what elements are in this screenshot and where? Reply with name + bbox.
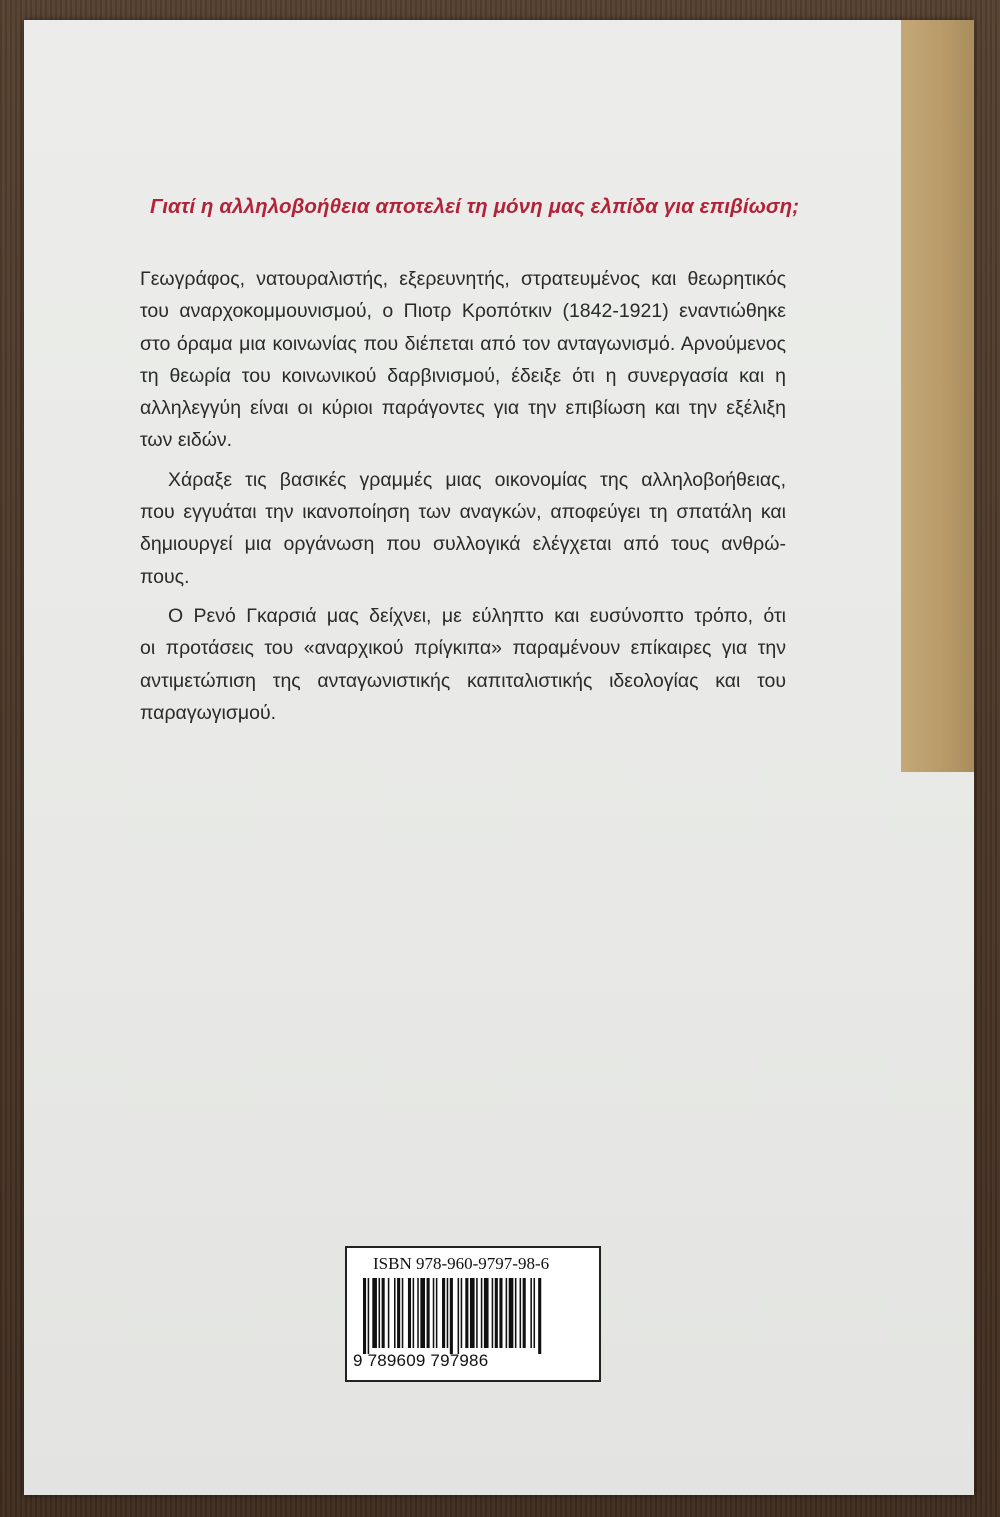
barcode-bar bbox=[447, 1278, 449, 1348]
barcode-bar bbox=[442, 1278, 445, 1348]
barcode-bar bbox=[523, 1278, 526, 1348]
barcode-bar bbox=[520, 1278, 522, 1348]
barcode-bar bbox=[458, 1278, 460, 1354]
text-line: που εγγυάται την ικανοποίηση των αναγκών, αποφεύγει τη σπατάλη και bbox=[140, 501, 786, 524]
barcode-bar bbox=[363, 1278, 366, 1354]
barcode-bar bbox=[417, 1278, 419, 1348]
isbn-label: ISBN 978-960-9797-98-6 bbox=[373, 1254, 550, 1273]
text-line: παραγωγισμού. bbox=[140, 701, 277, 724]
text-line: αντιμετώπιση της ανταγωνιστικής καπιταλιστικής ιδεολογίας και του bbox=[140, 669, 786, 692]
text-line: πους. bbox=[140, 565, 190, 588]
paragraph-gap bbox=[140, 593, 786, 600]
barcode-bar bbox=[420, 1278, 425, 1348]
spine-color-strip bbox=[901, 20, 974, 772]
barcode-bar bbox=[394, 1278, 396, 1348]
text-line: Γεωγράφος, νατουραλιστής, εξερευνητής, στρατευμένος και θεωρητικός bbox=[140, 268, 786, 290]
barcode-bar bbox=[506, 1278, 508, 1348]
barcode-bar bbox=[436, 1278, 438, 1348]
barcode-digits: 9 789609 797986 bbox=[353, 1351, 489, 1370]
paragraph-1 bbox=[140, 263, 786, 457]
barcode-bar bbox=[465, 1278, 468, 1348]
barcode-bar bbox=[461, 1278, 463, 1348]
barcode-bar bbox=[388, 1278, 390, 1348]
barcode-bar bbox=[408, 1278, 411, 1348]
barcode-bar bbox=[470, 1278, 475, 1348]
barcode-icon bbox=[361, 1278, 589, 1354]
blurb-text bbox=[140, 263, 786, 729]
text-line: αλληλεγγύη είναι οι κύριοι παράγοντες για την επιβίωση και την εξέλιξη bbox=[140, 397, 786, 420]
barcode-bar bbox=[413, 1278, 415, 1348]
text-line: Ο Ρενό Γκαρσιά μας δείχνει, με εύληπτο και ευσύνοπτο τρόπο, ότι bbox=[168, 604, 786, 627]
barcode-bar bbox=[538, 1278, 541, 1354]
text-line: στο όραμα μια κοινωνίας που διέπεται από τον ανταγωνισμό. Αρνούμενος bbox=[140, 332, 786, 355]
cover-headline: Γιατί η αλληλοβοήθεια αποτελεί τη μόνη μας ελπίδα για επιβίωση; bbox=[150, 195, 800, 218]
barcode-bar bbox=[450, 1278, 453, 1354]
barcode-bar bbox=[368, 1278, 370, 1354]
barcode-bar bbox=[515, 1278, 517, 1348]
barcode-bar bbox=[484, 1278, 489, 1348]
barcode-bar bbox=[397, 1278, 400, 1348]
barcode-bar bbox=[509, 1278, 514, 1348]
barcode-bar bbox=[534, 1278, 536, 1348]
barcode-bar bbox=[382, 1278, 385, 1348]
text-line: δημιουργεί μια οργάνωση που συλλογικά ελέγχεται από τους ανθρώ- bbox=[140, 533, 786, 556]
paragraph-2 bbox=[140, 464, 786, 593]
isbn-barcode-box bbox=[345, 1246, 601, 1382]
text-line: του αναρχοκομμουνισμού, ο Πιοτρ Κροπότκιν (1842-1921) εναντιώθηκε bbox=[140, 300, 786, 323]
barcode-bar bbox=[499, 1278, 502, 1348]
barcode-bar bbox=[476, 1278, 478, 1348]
text-line: οι προτάσεις του «αναρχικού πρίγκιπα» παραμένουν επίκαιρες για την bbox=[140, 637, 786, 660]
barcode-bar bbox=[427, 1278, 430, 1348]
text-line: των ειδών. bbox=[140, 429, 233, 452]
text-line: τη θεωρία του κοινωνικού δαρβινισμού, έδειξε ότι η συνεργασία και η bbox=[140, 364, 786, 387]
barcode-bar bbox=[402, 1278, 404, 1348]
paragraph-gap bbox=[140, 457, 786, 464]
text-line: Χάραξε τις βασικές γραμμές μιας οικονομίας της αλληλοβοήθειας, bbox=[168, 468, 786, 491]
barcode-bar bbox=[372, 1278, 377, 1348]
barcode-bar bbox=[530, 1278, 532, 1348]
paragraph-3 bbox=[140, 600, 786, 729]
barcode-bar bbox=[433, 1278, 435, 1348]
barcode-bar bbox=[495, 1278, 498, 1348]
barcode-bar bbox=[492, 1278, 494, 1348]
barcode-bar bbox=[379, 1278, 381, 1348]
barcode-bar bbox=[481, 1278, 483, 1348]
